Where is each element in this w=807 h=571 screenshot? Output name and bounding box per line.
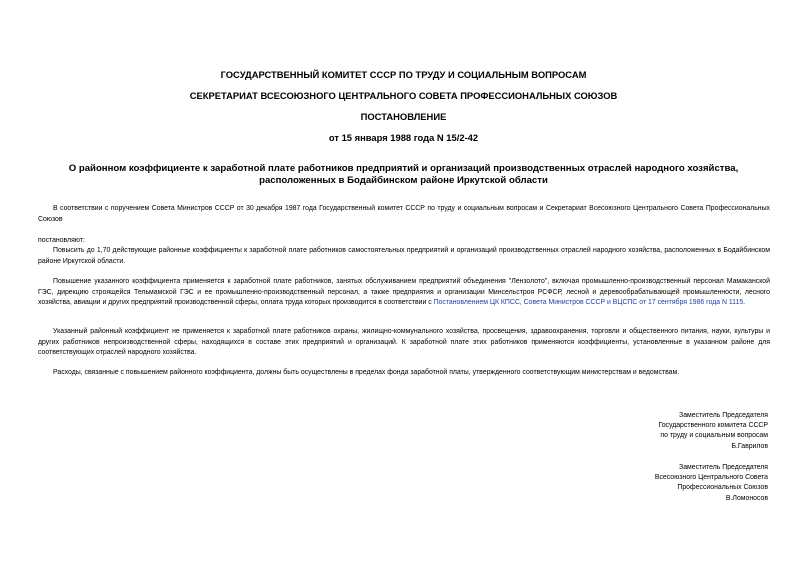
paragraph-exceptions: Указанный районный коэффициент не применяется к заработной плате работников охраны, жилищно-коммунального хозяйства, просвещения, здравоохранения, торговли и общественного питания, науки, культуры и других работников непроизводственной сферы, находящихся в составе этих предприятий и организаций. К заработной плате этих работников применяются коэффициенты, установленные в указанном районе для соответствующих отраслей народного хозяйства. — [38, 328, 770, 357]
signature-block-vcsps — [508, 463, 768, 504]
document-type: ПОСТАНОВЛЕНИЕ — [360, 111, 447, 122]
signature-name: Б.Гаврилов — [731, 442, 768, 450]
paragraph-resolve: Повысить до 1,70 действующие районные коэффициенты к заработной плате работников самостоятельных предприятий и организаций производственных отраслей народного хозяйства, расположенных в Бодайбинском районе Иркутской области. — [38, 247, 770, 265]
document-date: от 15 января 1988 года N 15/2-42 — [328, 132, 479, 143]
signature-organization-cont: по труду и социальным вопросам — [660, 432, 768, 440]
signature-name: В.Ломоносов — [725, 494, 768, 502]
paragraph-scope — [38, 277, 770, 309]
issuer-vcsps: СЕКРЕТАРИАТ ВСЕСОЮЗНОГО ЦЕНТРАЛЬНОГО СОВЕТА ПРОФЕССИОНАЛЬНЫХ СОЮЗОВ — [189, 90, 618, 101]
signature-block-goskomtrud — [508, 411, 768, 452]
signature-position: Заместитель Председателя — [679, 464, 768, 471]
signature-position: Заместитель Председателя — [679, 412, 768, 419]
resolution-1115-link[interactable]: Постановлением ЦК КПСС, Совета Министров СССР и ВЦСПС от 17 сентября 1986 года N 1115 — [433, 299, 744, 307]
paragraph-scope-end: . — [743, 299, 746, 307]
issuer-committee: ГОСУДАРСТВЕННЫЙ КОМИТЕТ СССР ПО ТРУДУ И СОЦИАЛЬНЫМ ВОПРОСАМ — [220, 69, 587, 80]
signature-organization-cont: Профессиональных Союзов — [677, 484, 768, 492]
paragraph-preamble: В соответствии с поручением Совета Министров СССР от 30 декабря 1987 года Государственный комитет СССР по труду и социальным вопросам и Секретариат Всесоюзного Центрального Совета Профессиональных Союзов — [38, 205, 770, 223]
document-title: О районном коэффициенте к заработной плате работников предприятий и организаций производственных отраслей народного хозяйства, расположенных в Бодайбинском районе Иркутской области — [68, 163, 739, 186]
signature-organization: Всесоюзного Центрального Совета — [654, 474, 768, 482]
signature-organization: Государственного комитета СССР — [658, 422, 768, 430]
paragraph-expenses: Расходы, связанные с повышением районного коэффициента, должны быть осуществлены в пределах фонда заработной платы, утвержденного соответствующим министерствам и ведомствам. — [53, 369, 680, 376]
paragraph-resolve-lead: постановляют: — [38, 237, 85, 244]
paragraph-scope-text: Повышение указанного коэффициента применяется к заработной плате работников, занятых обслуживанием предприятий объединения "Лензолото", включая промышленно-производственный персонал Мамаканской ГЭС, дирекцию строящейся Тельмамской ГЭС и ее промышленно-производственный персонал, а также предприятия и организации Минсельстроя РСФСР, лесной и деревообрабатывающей промышленности, лесного хозяйства, авиации и других предприятий производственной сферы, оплата труда которых производится в соответствии с — [38, 278, 770, 307]
